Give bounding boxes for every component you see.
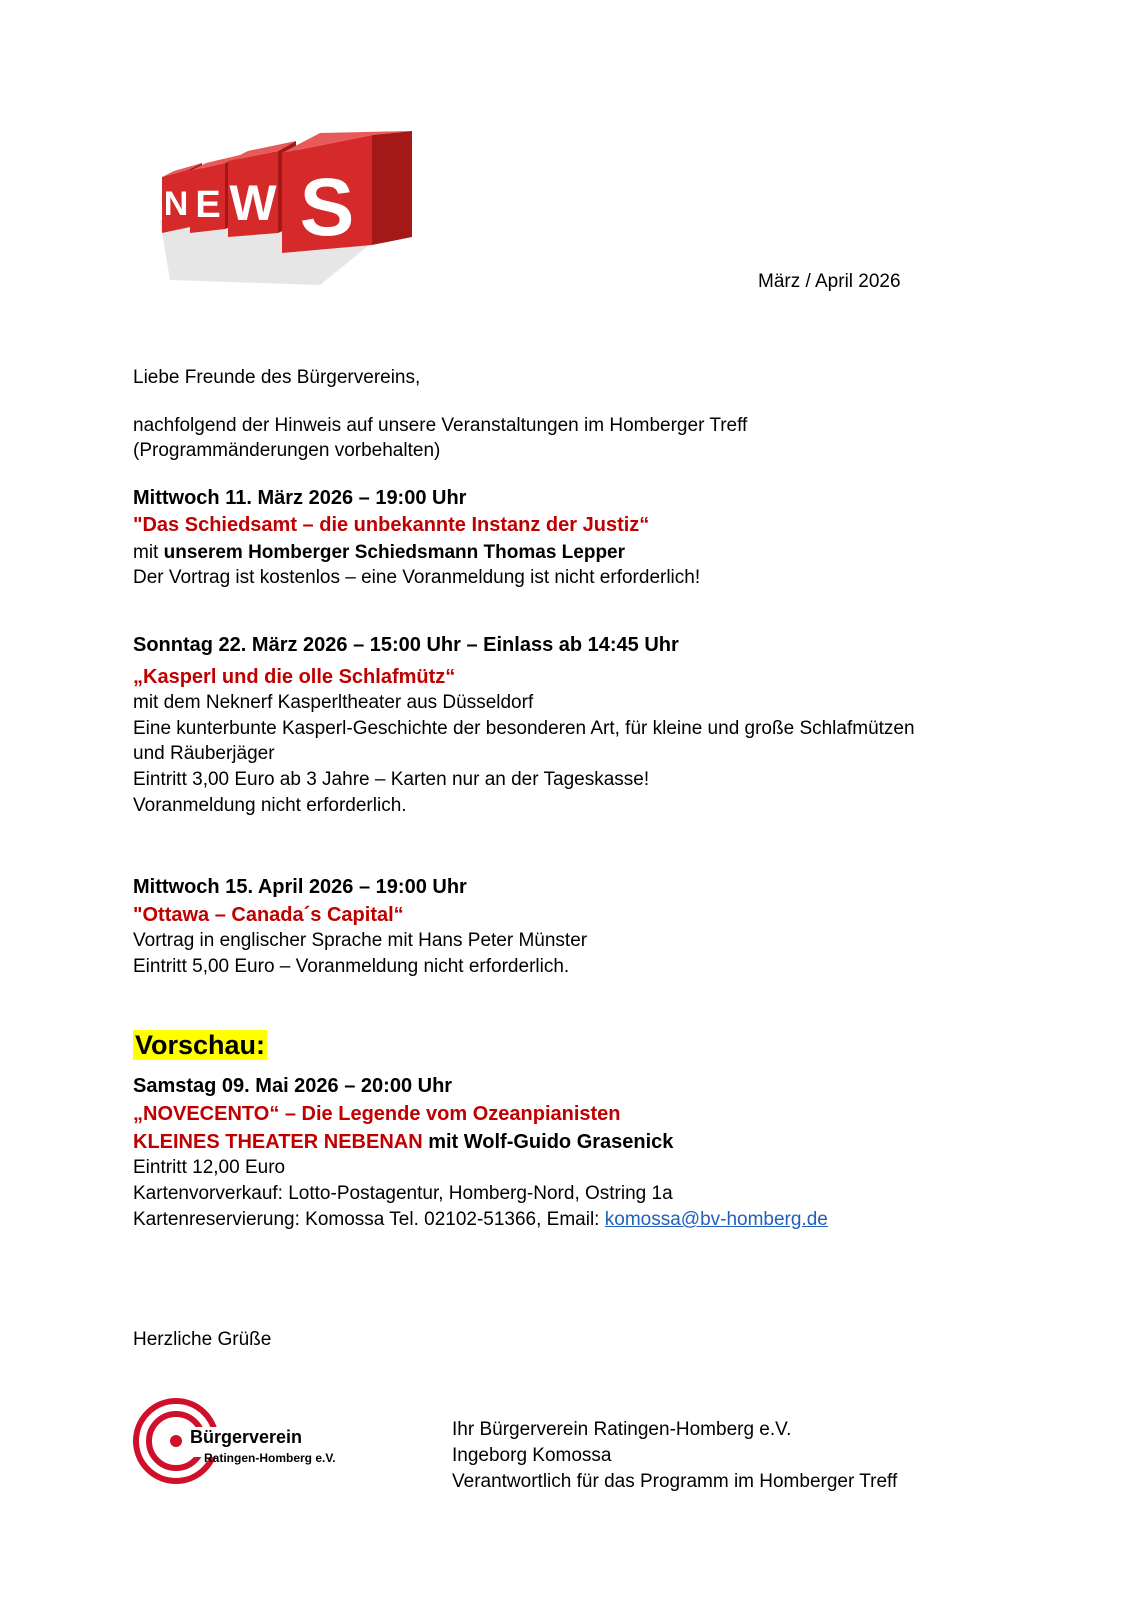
signature-line-3: Verantwortlich für das Programm im Homberger Treff <box>452 1471 898 1492</box>
event1-with-prefix: mit <box>133 542 164 563</box>
event2-line-3: und Räuberjäger <box>133 743 275 764</box>
preview-theater-artist: mit Wolf-Guido Grasenick <box>422 1131 674 1153</box>
signature-line-2: Ingeborg Komossa <box>452 1445 612 1466</box>
event1-date: Mittwoch 11. März 2026 – 19:00 Uhr <box>133 487 467 509</box>
preview-reservation <box>133 1207 828 1233</box>
greeting: Liebe Freunde des Bürgervereins, <box>133 367 421 388</box>
preview-heading <box>133 1030 267 1060</box>
logo-dot-icon <box>170 1435 182 1447</box>
event3-date: Mittwoch 15. April 2026 – 19:00 Uhr <box>133 876 467 898</box>
preview-reservation-text: Kartenreservierung: Komossa Tel. 02102-51366, Email: <box>133 1209 605 1230</box>
event2-line-4: Eintritt 3,00 Euro ab 3 Jahre – Karten nur an der Tageskasse! <box>133 769 650 790</box>
event3-line-1: Vortrag in englischer Sprache mit Hans Peter Münster <box>133 930 588 951</box>
news-logo <box>150 125 440 295</box>
preview-date: Samstag 09. Mai 2026 – 20:00 Uhr <box>133 1075 453 1097</box>
closing: Herzliche Grüße <box>133 1329 272 1350</box>
event2-date: Sonntag 22. März 2026 – 15:00 Uhr – Einlass ab 14:45 Uhr <box>133 634 679 656</box>
buergerverein-logo-graphic <box>133 1393 373 1489</box>
logo-letter-n: N <box>163 185 189 223</box>
logo-letter-w: W <box>229 175 277 231</box>
event3-line-2: Eintritt 5,00 Euro – Voranmeldung nicht erforderlich. <box>133 956 570 977</box>
buergerverein-logo <box>133 1393 373 1489</box>
preview-theater <box>133 1129 673 1155</box>
preview-price: Eintritt 12,00 Euro <box>133 1157 286 1178</box>
event1-with <box>133 540 625 566</box>
logo-letter-s: S <box>299 162 355 253</box>
preview-heading-text: Vorschau: <box>135 1030 266 1060</box>
news-logo-graphic <box>150 125 440 295</box>
event2-line-5: Voranmeldung nicht erforderlich. <box>133 795 407 816</box>
event2-title: „Kasperl und die olle Schlafmütz“ <box>133 666 456 688</box>
issue-date: März / April 2026 <box>758 271 901 292</box>
intro-line-1: nachfolgend der Hinweis auf unsere Veranstaltungen im Homberger Treff <box>133 415 748 436</box>
logo-subtitle: Ratingen-Homberg e.V. <box>204 1451 336 1465</box>
preview-title: „NOVECENTO“ – Die Legende vom Ozeanpianisten <box>133 1103 621 1125</box>
logo-letter-e: E <box>195 184 221 226</box>
preview-theater-name: KLEINES THEATER NEBENAN <box>133 1131 423 1153</box>
event2-line-1: mit dem Neknerf Kasperltheater aus Düsseldorf <box>133 692 534 713</box>
preview-presale: Kartenvorverkauf: Lotto-Postagentur, Homberg-Nord, Ostring 1a <box>133 1183 673 1204</box>
event1-speaker: unserem Homberger Schiedsmann Thomas Lepper <box>163 542 626 563</box>
intro-line-2: (Programmänderungen vorbehalten) <box>133 440 441 461</box>
event1-title: "Das Schiedsamt – die unbekannte Instanz der Justiz“ <box>133 514 650 536</box>
event2-line-2: Eine kunterbunte Kasperl-Geschichte der besonderen Art, für kleine und große Schlafmützen <box>133 718 915 739</box>
logo-name: Bürgerverein <box>190 1427 303 1447</box>
event1-note: Der Vortrag ist kostenlos – eine Voranmeldung ist nicht erforderlich! <box>133 567 701 588</box>
event3-title: "Ottawa – Canada´s Capital“ <box>133 904 404 926</box>
signature-line-1: Ihr Bürgerverein Ratingen-Homberg e.V. <box>452 1419 792 1440</box>
email-link[interactable]: komossa@bv-homberg.de <box>604 1209 828 1230</box>
